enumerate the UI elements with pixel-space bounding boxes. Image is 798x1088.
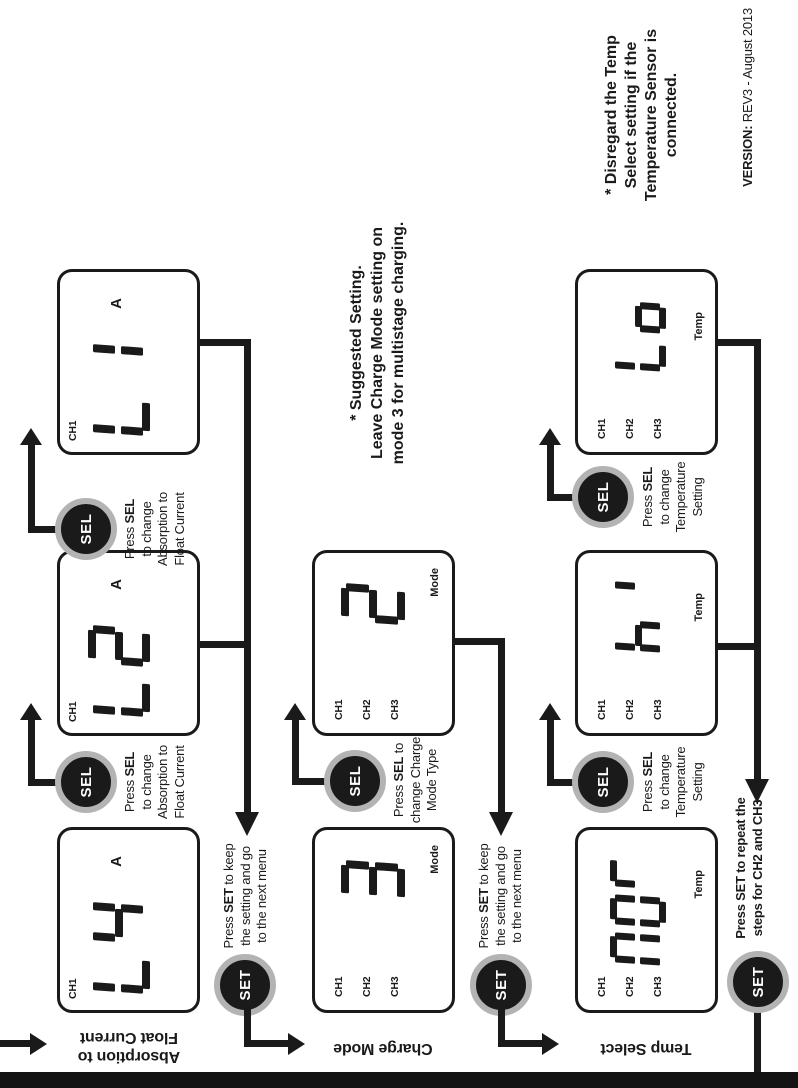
channel-label: CH1	[333, 976, 345, 997]
connector-line	[498, 1040, 544, 1047]
channel-label: CH3	[389, 699, 401, 720]
channel-label: CH1	[596, 418, 608, 439]
connector-line	[754, 1010, 761, 1072]
sel-button: SEL	[324, 750, 386, 812]
sel-button: SEL	[572, 751, 634, 813]
connector-line	[28, 445, 35, 533]
connector-line	[197, 641, 244, 648]
row-label-charge-mode: Charge Mode	[333, 1040, 433, 1057]
set-button: SET	[214, 954, 276, 1016]
charge-mode-note: * Suggested Setting. Leave Charge Mode setting on mode 3 for multistage charging.	[348, 221, 407, 465]
sel-caption: Press SEL to change Charge Mode Type	[391, 736, 439, 824]
connector-line	[244, 1040, 290, 1047]
lcd-display	[57, 269, 200, 455]
arrow-left-icon	[489, 812, 513, 836]
connector-line	[498, 638, 505, 812]
set-caption: Press SET to keep the setting and go to the next menu	[221, 843, 269, 949]
lcd-value	[88, 625, 150, 717]
lcd-display	[312, 827, 455, 1013]
lcd-display	[312, 550, 455, 736]
connector-line	[754, 339, 761, 779]
temp-sensor-note: * Disregard the Temp Select setting if the Temperature Sensor is connected.	[603, 28, 680, 202]
sel-caption: Press SEL to change Absorption to Float Current	[122, 492, 187, 567]
arrow-right-icon	[539, 703, 561, 720]
connector-line	[547, 720, 554, 786]
arrow-right-icon	[20, 703, 42, 720]
lcd-display	[575, 550, 718, 736]
lcd-value	[610, 300, 666, 372]
arrow-down-icon	[542, 1033, 559, 1055]
connector-line	[0, 1040, 32, 1047]
unit-label: A	[108, 298, 125, 309]
version-text: VERSION: REV3 - August 2013	[740, 8, 755, 187]
connector-line	[28, 720, 35, 786]
channel-label: CH3	[652, 418, 664, 439]
channel-label: CH2	[361, 976, 373, 997]
lcd-value	[88, 344, 150, 436]
channel-label: CH2	[624, 699, 636, 720]
set-button: SET	[727, 951, 789, 1013]
channel-label: CH1	[596, 976, 608, 997]
channel-label: CH1	[67, 420, 79, 441]
lcd-display	[575, 269, 718, 455]
unit-label: Temp	[693, 870, 705, 899]
arrow-left-icon	[235, 812, 259, 836]
unit-label: Temp	[693, 593, 705, 622]
set-button: SET	[470, 954, 532, 1016]
lcd-display	[57, 827, 200, 1013]
arrow-down-icon	[30, 1033, 47, 1055]
sel-button: SEL	[572, 466, 634, 528]
lcd-display	[575, 827, 718, 1013]
connector-line	[715, 643, 754, 650]
connector-line	[547, 445, 554, 501]
lcd-display	[57, 550, 200, 736]
channel-label: CH1	[67, 701, 79, 722]
connector-line	[197, 339, 244, 346]
channel-label: CH1	[333, 699, 345, 720]
lcd-value	[341, 860, 405, 902]
connector-line	[244, 339, 251, 812]
row-label-temp-select: Temp Select	[600, 1040, 692, 1057]
sel-caption: Press SEL to change Temperature Setting	[640, 461, 705, 533]
row-label-absorption: Absorption to Float Current	[77, 1029, 181, 1065]
unit-label: Temp	[693, 312, 705, 341]
channel-label: CH2	[624, 976, 636, 997]
unit-label: Mode	[429, 845, 441, 874]
arrow-right-icon	[284, 703, 306, 720]
channel-label: CH3	[389, 976, 401, 997]
arrow-right-icon	[539, 428, 561, 445]
lcd-value	[341, 583, 405, 625]
lcd-value	[610, 581, 666, 653]
card-edge-bar	[0, 1072, 798, 1088]
unit-label: Mode	[429, 568, 441, 597]
channel-label: CH1	[67, 978, 79, 999]
channel-label: CH2	[361, 699, 373, 720]
channel-label: CH2	[624, 418, 636, 439]
sel-caption: Press SEL to change Absorption to Float Current	[122, 745, 187, 820]
lcd-value	[88, 902, 150, 994]
connector-line	[715, 339, 754, 346]
sel-button: SEL	[55, 751, 117, 813]
unit-label: A	[108, 579, 125, 590]
connector-line	[292, 720, 299, 785]
connector-line	[452, 638, 498, 645]
sel-button: SEL	[55, 498, 117, 560]
set-caption: Press SET to repeat the steps for CH2 and CH3	[733, 797, 765, 939]
arrow-right-icon	[20, 428, 42, 445]
set-caption: Press SET to keep the setting and go to the next menu	[476, 843, 524, 949]
channel-label: CH1	[596, 699, 608, 720]
unit-label: A	[108, 856, 125, 867]
channel-label: CH3	[652, 699, 664, 720]
channel-label: CH3	[652, 976, 664, 997]
sel-caption: Press SEL to change Temperature Setting	[640, 746, 705, 818]
lcd-value	[610, 856, 666, 966]
